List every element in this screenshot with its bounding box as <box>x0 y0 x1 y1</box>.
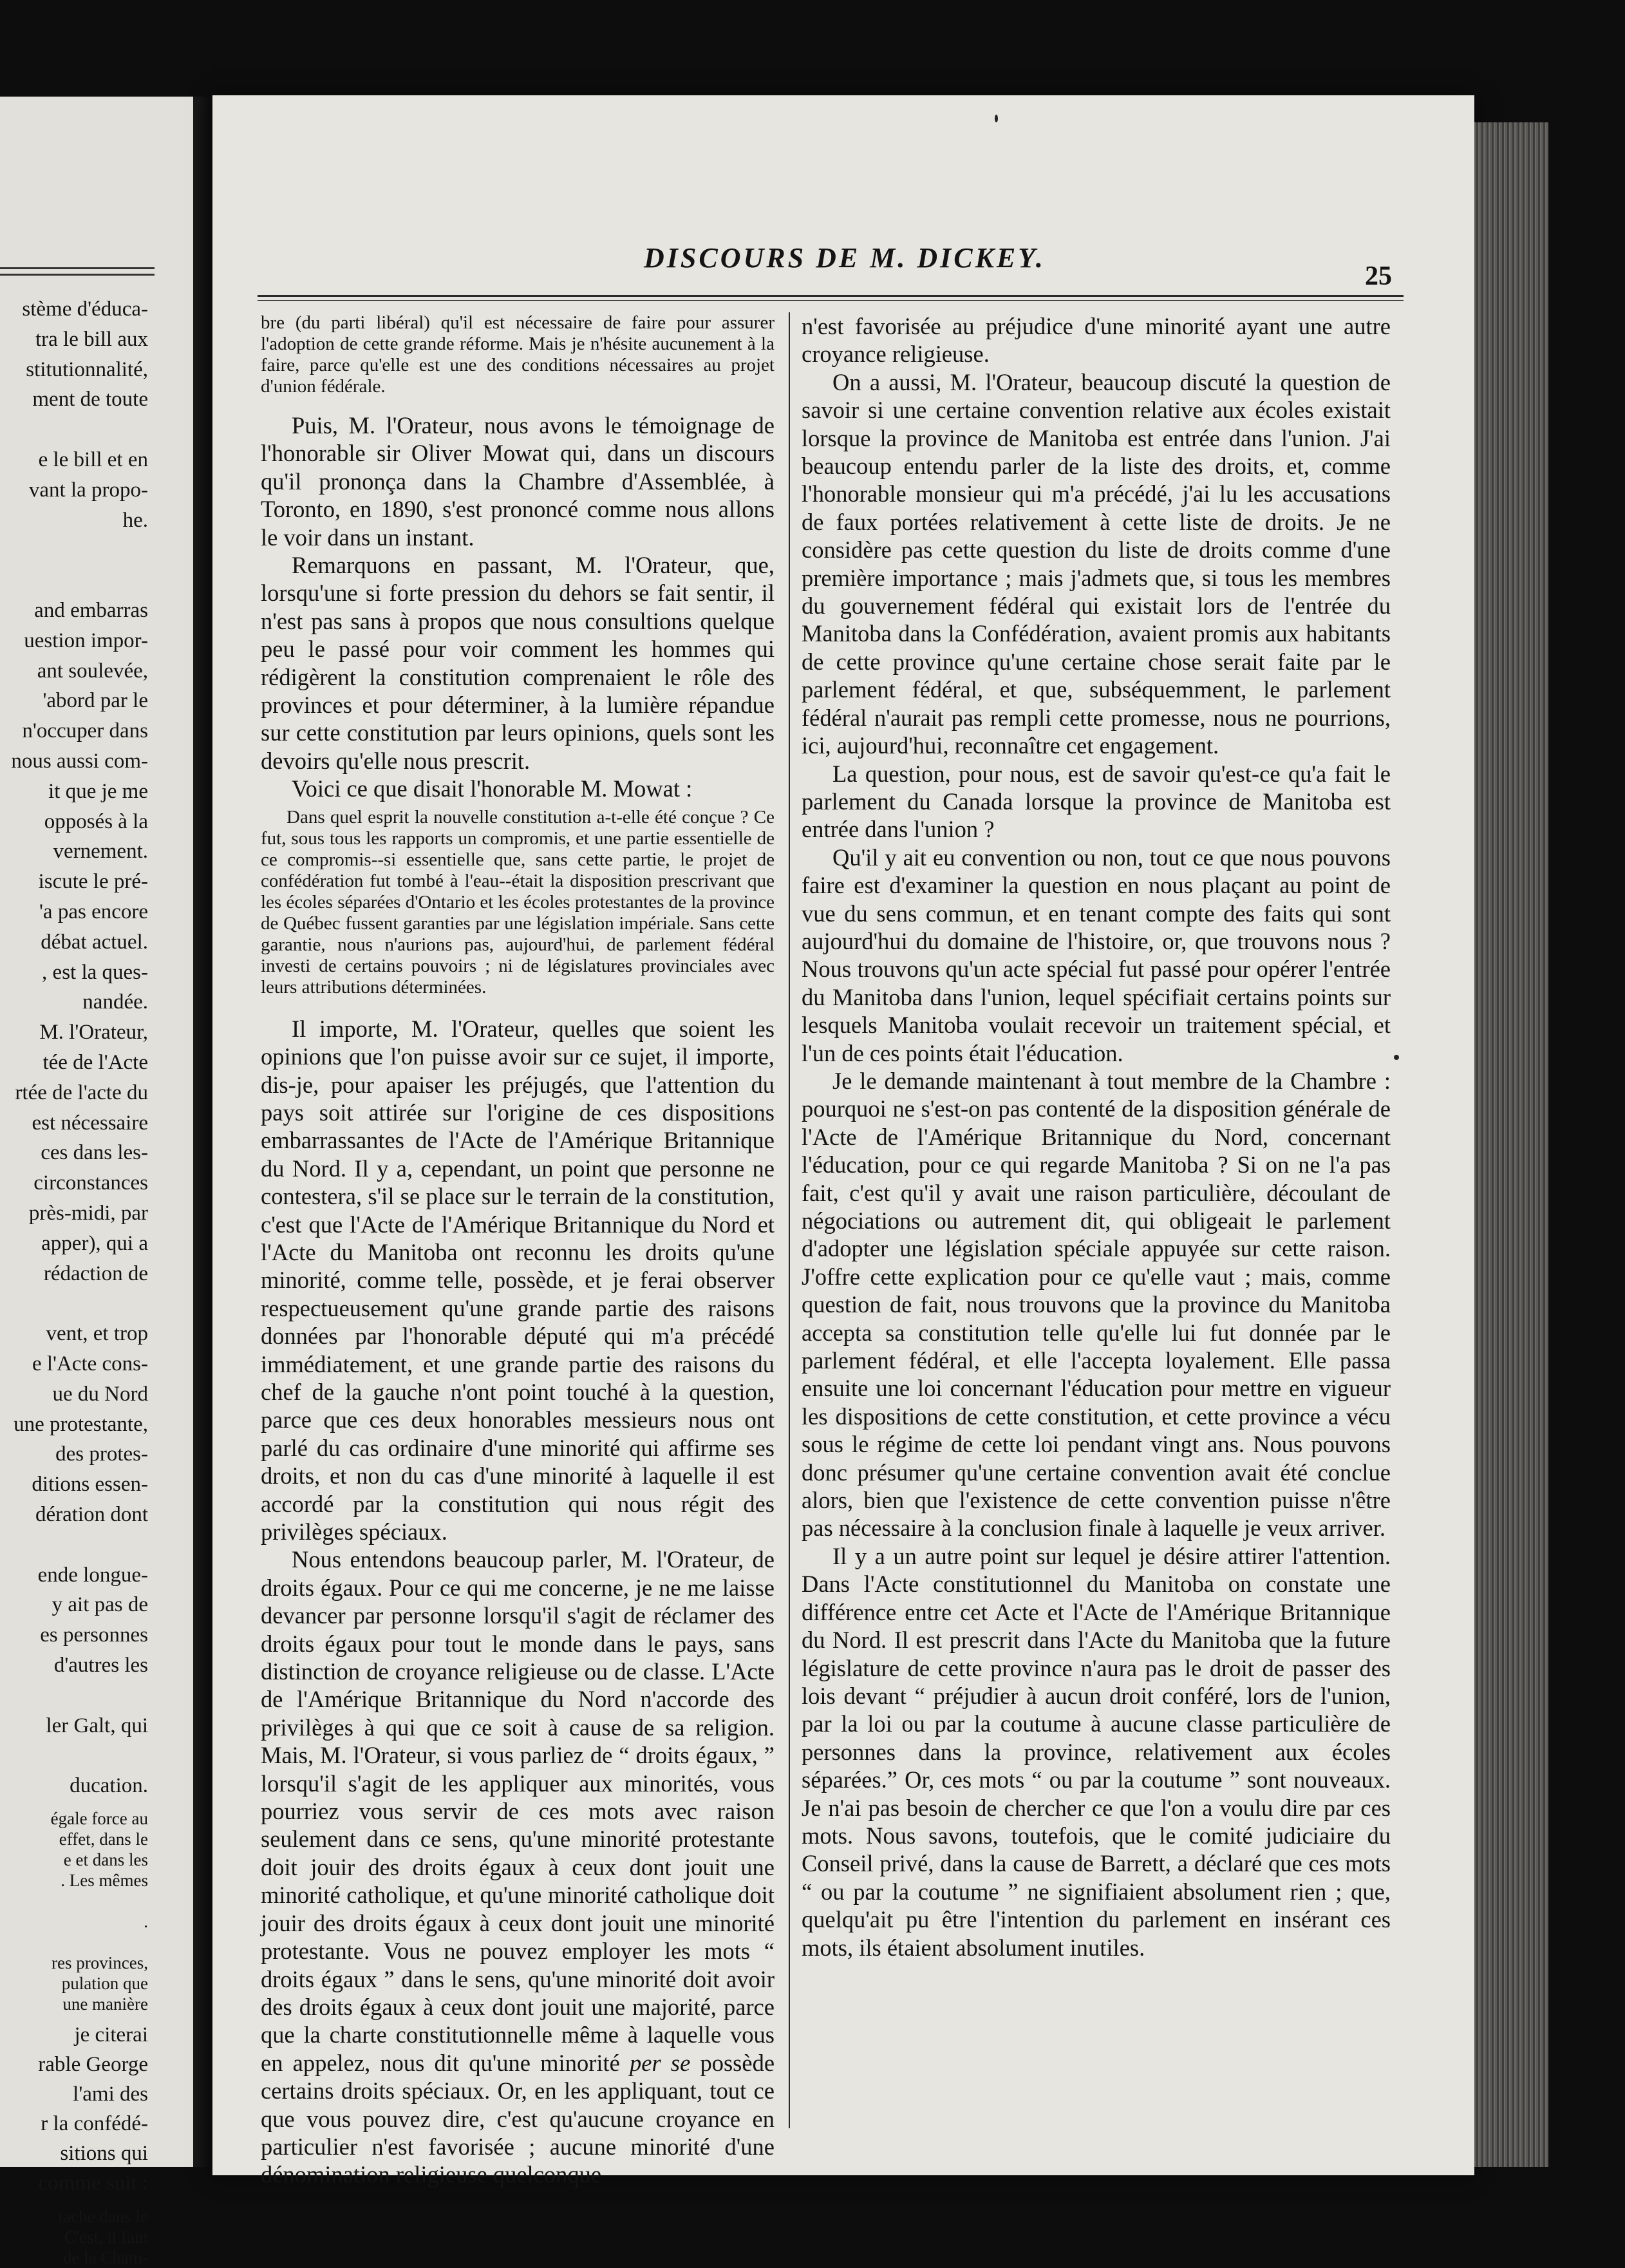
left-page-line: ces dans les- <box>41 1141 148 1165</box>
header-rule <box>258 300 1404 301</box>
left-page-line: pulation que <box>61 1974 148 1993</box>
left-page-line: res provinces, <box>52 1953 148 1972</box>
left-page-line: nous aussi com- <box>11 750 148 773</box>
left-page-line: opposés à la <box>44 809 148 833</box>
paragraph: Il y a un autre point sur lequel je désire attirer l'attention. Dans l'Acte constitutionnel du Manitoba on constate une différence entre cet Acte et l'Acte de l'Amérique Britannique du Nord. Il est prescrit dans l'Acte du Manitoba que la future législature de cette province n'aura pas le droit de passer des lois devant “ préjudier à aucun droit conféré, lors de l'union, par la loi ou par la coutume à aucune classe particulière de personnes dans la province, relativement aux écoles séparées.” Or, ces mots “ ou par la coutume ” sont nouveaux. Je n'ai pas besoin de chercher ce que l'on a voulu dire par ces mots. Nous savons, toutefois, que le comité judiciaire du Conseil privé, dans la cause de Barrett, a déclaré que ces mots “ ou par la coutume ” ne signifiaient absolument rien ; que, quelqu'ait pu être l'intention du parlement en insérant ces mots, ils étaient absolument inutiles. <box>802 1542 1391 1961</box>
left-page-line: nandée. <box>82 990 148 1014</box>
left-page-line: iscute le pré- <box>38 870 148 894</box>
left-page-line: vernement. <box>53 840 148 864</box>
running-header: DISCOURS DE M. DICKEY. <box>644 242 1046 274</box>
latin-phrase: per se <box>630 2049 691 2076</box>
left-page-line: stitutionnalité, <box>26 357 148 381</box>
left-page-line: vent, et trop <box>46 1322 148 1346</box>
left-page-line: rtée de l'acte du <box>15 1081 148 1104</box>
left-page-line: de la Cham- <box>63 2248 148 2267</box>
left-page-line: 'a pas encore <box>39 900 148 923</box>
left-page-line: rable George <box>38 2053 148 2076</box>
left-page-line: ue du Nord <box>52 1382 148 1406</box>
ink-speck <box>1394 1055 1399 1060</box>
left-page-line: des protes- <box>55 1442 148 1466</box>
paragraph: Je le demande maintenant à tout membre de la Chambre : pourquoi ne s'est-on pas contenté de la disposition générale de l'Acte de l'Amérique Britannique du Nord, concernant l'éducation, pour ce qui regarde Manitoba ? Si on ne l'a pas fait, c'est qu'il y avait une raison particulière, découlant de négociations ou autrement dit, qui obligeait le parlement d'adopter une législation spéciale appuyée sur cette raison. J'offre cette explication pour ce qu'elle vaut ; mais, comme question de fait, nous trouvons que la province du Manitoba accepta sa constitution telle qu'elle lui fut donnée par le parlement fédéral, et elle l'accepta loyalement. Elle passa ensuite une loi concernant l'éducation pour mettre en vigueur les dispositions de cette constitution, et cette province a vécu sous le régime de cette loi pendant vingt ans. Nous pouvons donc présumer qu'une certaine convention avait été conclue alors, bien que l'existence de cette convention puisse n'être pas nécessaire à la conclusion finale à laquelle je veux arriver. <box>802 1067 1391 1542</box>
left-page-line: égale force au <box>50 1809 148 1828</box>
left-page-line: e et dans les <box>63 1850 148 1869</box>
paragraph: Remarquons en passant, M. l'Orateur, que, lorsqu'une si forte pression du dehors se fait sentir, il n'est pas sans à propos que nous consultions quelque peu le passé pour voir comment les hommes qui rédigèrent la constitution comprenaient le rôle des provinces et pour déterminer, à la lumière répandue sur cette constitution par leurs opinions, quels sont les devoirs qu'elle nous prescrit. <box>261 552 775 774</box>
left-page-line: rédaction de <box>43 1262 148 1285</box>
left-page-line: stème d'éduca- <box>22 298 148 321</box>
left-page-line: , est la ques- <box>42 960 148 984</box>
left-page-line: apper), qui a <box>41 1231 148 1255</box>
left-page-line: d'autres les <box>53 1654 148 1677</box>
left-page-line: y ait pas de <box>52 1593 148 1617</box>
left-page-line: tache dans le <box>58 2207 148 2226</box>
left-page-line: ende longue- <box>37 1563 148 1587</box>
left-page-line: 'abord par le <box>42 689 148 713</box>
left-page-line: . Les mêmes <box>61 1871 148 1890</box>
paragraph: Voici ce que disait l'honorable M. Mowat : <box>292 775 693 802</box>
left-page-line: C'est, il faut <box>64 2227 148 2247</box>
left-page-line: r la confédé- <box>41 2112 148 2135</box>
paragraph <box>261 1545 775 2188</box>
left-page-line: . <box>144 1912 148 1931</box>
left-page-line: ment de toute <box>32 388 148 411</box>
left-page-line: vant la propo- <box>28 478 148 502</box>
left-page-line: e le bill et en <box>38 448 148 471</box>
left-page-line: une manière <box>62 1994 148 2014</box>
left-page-rule <box>0 274 155 276</box>
paragraph: Puis, M. l'Orateur, nous avons le témoignage de l'honorable sir Oliver Mowat qui, dans un discours qu'il prononça dans la Chambre d'Assemblée, à Toronto, en 1890, s'est prononcé comme nous allons le voir dans un instant. <box>261 412 775 551</box>
left-page-line: tée de l'Acte <box>42 1051 148 1074</box>
left-page-line: près-midi, par <box>28 1202 148 1225</box>
left-page-line: ditions essen- <box>32 1473 148 1497</box>
left-page-line: ducation. <box>70 1774 148 1798</box>
left-page-line: it que je me <box>48 779 148 803</box>
page-edges <box>1474 122 1548 2167</box>
left-page-line: and embarras <box>34 599 148 622</box>
left-column <box>261 312 775 2189</box>
block-quote: Dans quel esprit la nouvelle constitution a-t-elle été conçue ? Ce fut, sous tous les rapports un compromis, et une partie essentielle de ce compromis--si essentielle que, sans cette partie, le projet de confédération fut tombé à l'eau--était la disposition prescrivant que les écoles séparées d'Ontario et les écoles protestantes de la province de Québec fussent garanties par une législation impériale. Sans cette garantie, nous n'aurions pas, aujourd'hui, de parlement fédéral investi de certains pouvoirs ; ni de législatures provinciales avec leurs attributions déterminées. <box>261 806 775 997</box>
paragraph: Il importe, M. l'Orateur, quelles que soient les opinions que l'on puisse avoir sur ce sujet, il importe, dis-je, pour apaiser les préjugés, que l'attention du pays soit attirée sur l'origine de ces dispositions embarrassantes de l'Acte de l'Amérique Britannique du Nord. Il y a, cependant, un point que personne ne contestera, s'il se place sur le terrain de la constitution, c'est que l'Acte de l'Amérique Britannique du Nord et l'Acte du Manitoba ont reconnu les droits qu'une minorité, comme telle, possède, et je ferai observer respectueusement qu'une grande partie des raisons données par l'honorable député qui m'a précédé immédiatement, et une grande partie des raisons du chef de la gauche n'ont point touché à la question, parce que ces deux honorables messieurs nous ont parlé du cas ordinaire d'une minorité qui affirme ses droits, et non du cas d'une minorité à laquelle il est accordé par la constitution qui nous régit des privilèges spéciaux. <box>261 1015 775 1545</box>
left-page-line: sitions qui <box>60 2142 148 2165</box>
left-page-line: M. l'Orateur, <box>39 1021 148 1044</box>
page-number: 25 <box>1365 261 1392 291</box>
paragraph-text: possède certains droits spéciaux. Or, en les appliquant, tout ce que vous pouvez dire, c'est qu'aucune croyance en particulier n'est favorisée ; aucune minorité d'une dénomination religieuse quelconque <box>261 2049 775 2188</box>
left-page-line: he. <box>122 508 148 532</box>
left-page-line: débat actuel. <box>41 930 148 954</box>
left-page-rule <box>0 267 155 269</box>
right-column <box>802 312 1391 1961</box>
column-divider <box>789 312 790 2128</box>
left-page-line: l'ami des <box>73 2083 148 2106</box>
left-page-line: circonstances <box>33 1171 148 1195</box>
header-rule <box>258 295 1404 297</box>
left-page-line: dération dont <box>35 1503 148 1526</box>
paragraph: On a aussi, M. l'Orateur, beaucoup discuté la question de savoir si une certaine convention relative aux écoles existait lorsque la province de Manitoba est entrée dans l'union. J'ai beaucoup entendu parler de la liste des droits, et, comme l'honorable monsieur qui m'a précédé, j'ai lu les accusations de faux portées relativement à cette liste de droits. Je ne considère pas cette question du liste de droits comme d'une première importance ; mais j'admets que, si tous les membres du gouvernement fédéral qui existait lors de l'entrée du Manitoba dans la Confédération, avaient promis aux habitants de cette province qu'une certaine chose serait faite par le parlement fédéral, et que, subséquemment, le parlement fédéral n'aurait pas rempli cette promesse, nous ne pourrions, ici, aujourd'hui, reconnaître cet engagement. <box>802 368 1391 759</box>
paragraph: n'est favorisée au préjudice d'une minorité ayant une autre croyance religieuse. <box>802 313 1391 368</box>
left-page-line: n'occuper dans <box>22 719 148 743</box>
paragraph-text: Nous entendons beaucoup parler, M. l'Orateur, de droits égaux. Pour ce qui me concerne, je ne me laisse devancer par personne lorsqu'il s'agit de réclamer des droits égaux pour tout le monde dans le pays, sans distinction de croyance religieuse ou de classe. L'Acte de l'Amérique Britannique du Nord n'accorde des privilèges à qui que ce soit à cause de sa religion. Mais, M. l'Orateur, si vous parliez de “ droits égaux, ” lorsqu'il s'agit de les appliquer aux minorités, vous pourriez vous servir de ces mots avec raison seulement dans ce sens, qu'une minorité protestante doit jouir des droits égaux à ceux dont jouit une minorité catholique, et qu'une minorité catholique doit jouir des droits égaux à ceux dont jouit une minorité protestante. Vous ne pouvez employer les mots “ droits égaux ” dans le sens, qu'une minorité doit avoir des droits égaux à ceux dont jouit une majorité, parce que la charte constitutionnelle même à laquelle vous en appelez, nous dit qu'une minorité <box>261 1546 775 2076</box>
left-page-line: e l'Acte cons- <box>32 1352 148 1375</box>
left-page-line: ler Galt, qui <box>46 1714 148 1737</box>
left-page-line: est nécessaire <box>32 1111 148 1135</box>
left-facing-page <box>0 97 193 2267</box>
paragraph: Qu'il y ait eu convention ou non, tout ce que nous pouvons faire est d'examiner la question en nous plaçant au point de vue du sens commun, et en tenant compte des faits qui sont aujourd'hui du domaine de l'histoire, or, que trouvons nous ? Nous trouvons qu'un acte spécial fut passé pour opérer l'entrée du Manitoba dans l'union, lequel spécifiait certains points sur lesquels Manitoba voulait recevoir un traitement spécial, et l'un de ces points était l'éducation. <box>802 844 1391 1066</box>
paragraph: La question, pour nous, est de savoir qu'est-ce qu'a fait le parlement du Canada lorsque la province de Manitoba est entrée dans l'union ? <box>802 760 1391 843</box>
left-page-line: une protestante, <box>14 1412 148 1436</box>
left-page-line: ant soulevée, <box>37 659 148 683</box>
left-page-line: comme suit : <box>38 2171 148 2195</box>
left-page-line: es personnes <box>40 1623 148 1647</box>
ink-speck <box>995 115 998 122</box>
left-page-line: uestion impor- <box>24 628 148 652</box>
left-page-line: je citerai <box>74 2023 148 2046</box>
left-page-line: effet, dans le <box>59 1829 148 1849</box>
quote-continuation: bre (du parti libéral) qu'il est nécessaire de faire pour assurer l'adoption de cette grande réforme. Mais je n'hésite aucunement à la faire, parce qu'elle est une des conditions nécessaires au projet d'union fédérale. <box>261 312 775 397</box>
left-page-line: tra le bill aux <box>35 327 148 351</box>
